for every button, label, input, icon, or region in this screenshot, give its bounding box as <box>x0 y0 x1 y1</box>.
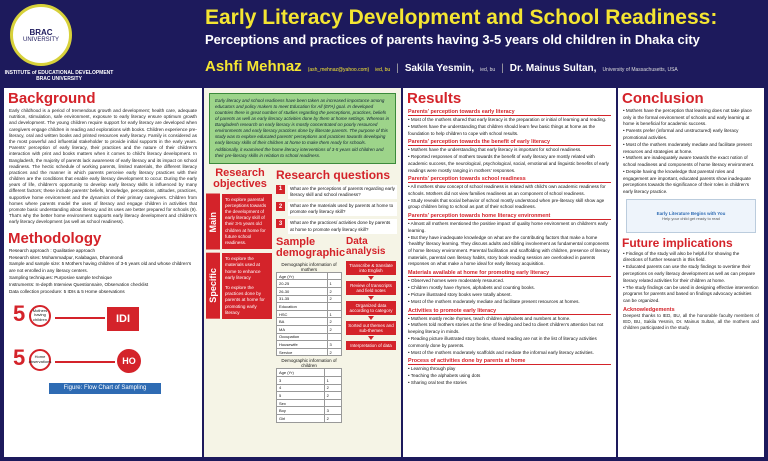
background-text: Early childhood is a period of tremendous growth and development; health care, adequate nutrition, stimulation, safe environment, exposure to early literacy ensure optimum growth and development. The young children require support for early literacy are developed when caregivers engage children in reading and explorations with books. Children experience pre-literacy, oral and written books and printed resources early literacy. Family is considered as the most powerful and influential stakeholder to provide initial supports in the early years. Parents’ perception of early literacy, their practices and the nature of their children’s interaction with print and books matters when it comes to child’s literacy development. In Bangladesh, the majority of parents lack awareness of early literacy and its impact on school readiness. The hectic schedule of working parents, limited materials, the different literacy practices and the manner in which parents perceive early literacy practices with their children are the conditions that enable early literacy development to occur. During the early years of life, children’s opportunity to develop early literacy skills is influenced by many different factors; these include parents’ beliefs, knowledge, perceptions, attitudes, practices, supportive home environment and the dynamics of their primary caregivers. Children from homes where parents model the uses of literacy and engage children in activities that promote basic understanding about literacy and its uses are better prepared for schools (9). That’s why the better home environment supports early literacy development and children’s early literacy development (as well as school readiness). <box>9 108 197 225</box>
table-cell: 4 <box>277 384 325 392</box>
results-body <box>403 109 616 387</box>
analysis-step: Transcribe & translate into English <box>346 261 396 275</box>
list-item: Instruments: In-depth Interview Questionnaire, Observation checklist <box>9 282 149 288</box>
list-item: • Mothers are inadequately aware towards the exact notion of school readiness and components of home literacy environment. <box>623 155 755 168</box>
results-list <box>408 147 611 174</box>
table-row <box>277 407 342 415</box>
results-subheading: Parents’ perception towards the benefit of early literacy <box>408 139 611 146</box>
table-cell: 2 <box>327 326 341 334</box>
list-item: • Picture illustrated story books were totally absent. <box>408 291 512 297</box>
demographic-analysis-row <box>276 237 397 423</box>
list-item: Sampling techniques: Purposive sample technique <box>9 275 112 281</box>
list-item: Research sites: Mohammadpur, Kalabagan, Dhanmondi <box>9 254 124 260</box>
table-row <box>277 369 342 377</box>
table-row <box>277 392 342 400</box>
list-item: • Teaching the alphabets using dots <box>408 373 481 379</box>
author-separator: | <box>501 63 504 74</box>
flow-arrow <box>55 317 105 319</box>
table-row <box>277 272 342 280</box>
table-row <box>277 341 342 349</box>
table-cell <box>327 303 341 311</box>
table-row <box>277 303 342 311</box>
children-table <box>276 368 342 422</box>
results-list <box>408 278 611 306</box>
list-item: • Findings of the study will also be helpful for showing the directions of further research in this field. <box>623 250 740 263</box>
author-3-affiliation: University of Massachusetts, USA <box>602 67 678 73</box>
poster-subtitle: Perceptions and practices of parents having 3-5 years old children in Dhaka city <box>205 32 700 47</box>
results-list <box>408 316 611 357</box>
question-text: What are the practices/ activities done by parents at home to promote early literacy skill? <box>288 219 397 233</box>
data-analysis <box>346 237 396 423</box>
question-text: What are the materials used by parents at home to promote early literacy skill? <box>288 202 397 216</box>
table-cell: Boy <box>277 407 325 415</box>
table-cell: 2 <box>327 348 341 356</box>
table-row <box>277 414 342 422</box>
results-list <box>408 221 611 268</box>
results-list <box>408 184 611 211</box>
right-panel <box>618 88 764 457</box>
table-cell: 2 <box>327 318 341 326</box>
objectives-heading: Research objectives <box>213 166 267 191</box>
table-cell: MA <box>277 326 328 334</box>
author-3: Dr. Mainus Sultan, <box>509 63 597 74</box>
table-cell: 2 <box>324 414 341 422</box>
specific-objectives <box>208 253 272 319</box>
list-item: Data collection procedure: 5 IDIs & 5 Home observations <box>9 288 125 294</box>
list-item: Sample and sample size: 5 Mothers having children of 3-5 years old and whose children’s are not enrolled in any literacy centers. <box>9 261 192 274</box>
future-heading: Future implications <box>622 235 733 250</box>
ack-heading: Acknowledgements <box>623 306 675 313</box>
list-item: • Despite having the knowledge that parental roles and engagement are important, educated parents show inadequate perceptions towards the significance of their roles in children’s early literacy practice. <box>623 169 751 195</box>
results-list <box>408 366 611 387</box>
table-row <box>277 376 342 384</box>
table-cell: Occupation <box>277 333 328 341</box>
question-number: 2 <box>276 202 285 211</box>
flow-number-top: 5 <box>13 300 26 326</box>
table-cell: Service <box>277 348 328 356</box>
list-item: • Educated parents can use the study findings to overtime their perceptions on early literacy development as well as can prepare literacy related activities for their children at home. <box>623 264 756 283</box>
table-cell: 2 <box>324 392 341 400</box>
flow-arrow <box>55 361 115 363</box>
table-cell: 2 <box>327 295 341 303</box>
table-cell <box>327 333 341 341</box>
list-item: • Mothers have the understanding that children should learn few basic things at home as the foundation to help children to cope with school results. <box>408 123 596 136</box>
question-item <box>276 202 397 216</box>
sampling-flow-chart <box>9 299 197 395</box>
results-subheading: Materials available at home for promoting early literacy <box>408 270 611 277</box>
table-cell: 26-30 <box>277 288 328 296</box>
questions-heading: Research questions <box>276 167 391 182</box>
list-item: To explore the practices done by parents at home for promoting early literacy <box>225 284 265 315</box>
mothers-table <box>276 272 342 357</box>
table-row <box>277 295 342 303</box>
table-cell: Age (Yr) <box>277 272 328 280</box>
table-cell: 2 <box>327 288 341 296</box>
table-cell: 3 <box>324 407 341 415</box>
table-cell: Sex <box>277 399 325 407</box>
table-cell: BA <box>277 318 328 326</box>
results-subheading: Activities to promote early literacy <box>408 308 611 315</box>
list-item: • The study findings can be used in designing effective intervention programs for parents and based on findings advocacy activities can be organized. <box>623 284 759 303</box>
table-row <box>277 399 342 407</box>
list-item: • Mothers have the perception that learning does not take place only in the formal environment of schools and early learning at home is beneficial for academic success. <box>623 108 752 127</box>
flow-idi-box: IDI <box>107 307 139 331</box>
demographic-heading: Sample demographic <box>276 235 346 260</box>
author-line <box>205 58 765 80</box>
author-separator: | <box>396 63 399 74</box>
sample-demographic <box>276 235 346 423</box>
table-row <box>277 384 342 392</box>
conclusion-heading: Conclusion <box>622 90 704 107</box>
institute-name: INSTITUTE of EDUCATIONAL DEVELOPMENT BRAC UNIVERSITY <box>4 70 114 82</box>
author-2: Sakila Yesmin, <box>404 63 475 74</box>
table-cell: 3 <box>277 376 325 384</box>
list-item: • Observed homes were moderately resourced. <box>408 278 505 283</box>
list-item: • Most of the mothers moderately scaffolds and mediate the informal early literacy activities. <box>408 349 594 355</box>
poster-title: Early Literacy Development and School Readiness: <box>205 6 718 29</box>
data-analysis-heading: Data analysis <box>346 235 386 258</box>
list-item: To explore the materials used at home to enhance early literacy <box>225 256 261 280</box>
results-heading: Results <box>407 90 462 107</box>
poster-header <box>0 0 768 88</box>
research-objectives <box>208 168 272 423</box>
list-item: • Study reveals that social behavior of school mostly understood when pre-literacy skill show age group children bring to school as part of their school readiness. <box>408 197 605 210</box>
results-subheading: Process of activities done by parents at home <box>408 358 611 365</box>
list-item: • Sharing oral text the stories <box>408 380 467 386</box>
question-item <box>276 219 397 233</box>
table-cell: Education <box>277 303 328 311</box>
table-row <box>277 280 342 288</box>
results-panel <box>403 88 616 457</box>
middle-panel <box>204 88 401 457</box>
table-cell: 1 <box>327 280 341 288</box>
booklet-image: Early Literature Begins with You Help your child get ready to read <box>626 199 756 233</box>
brac-university-logo: BRAC UNIVERSITY <box>10 4 72 66</box>
main-objective <box>208 194 272 250</box>
question-number: 3 <box>276 219 285 228</box>
table-row <box>277 326 342 334</box>
left-panel <box>4 88 202 457</box>
conclusion-list <box>623 108 759 196</box>
list-item: • Learning through play <box>408 366 456 372</box>
table-row <box>277 348 342 356</box>
table-cell <box>324 399 341 407</box>
table-cell: HSC <box>277 310 328 318</box>
table-cell: Girl <box>277 414 325 422</box>
table-cell: 1 <box>327 310 341 318</box>
author-1: Ashfi Mehnaz <box>205 58 302 75</box>
table-row <box>277 318 342 326</box>
table-cell <box>324 369 341 377</box>
objectives-questions-row <box>208 168 397 423</box>
results-list <box>408 117 611 137</box>
author-1-email: (ash_mehnaz@yahoo.com) <box>307 67 370 73</box>
specific-label: Specific <box>206 253 220 319</box>
table-cell: 5 <box>277 392 325 400</box>
results-subheading: Parents’ perception towards school readiness <box>408 176 611 183</box>
methodology-heading: Methodology <box>8 229 102 247</box>
table-cell: 1 <box>324 376 341 384</box>
list-item: Research approach : Qualitative approach <box>9 247 96 253</box>
figure-caption: Figure: Flow Chart of Sampling <box>49 383 161 394</box>
list-item: • Mothers mostly recite rhymes, teach children alphabets and numbers at home. <box>408 315 571 321</box>
flow-number-bottom: 5 <box>13 344 26 370</box>
list-item: • Most of the mothers moderately mediate and facilitate present resources and strategies at home. <box>623 141 752 154</box>
methodology-list <box>9 248 197 296</box>
list-item: • Reported responses of mothers towards the benefit of early literacy are mostly related with academic success, the neurological, psychological, social, emotional and linguistic benefits of early readings were mostly ranging in mothers’ responses. <box>408 154 609 173</box>
table-cell <box>327 272 341 280</box>
table-row <box>277 310 342 318</box>
table-cell: Housewife <box>277 341 328 349</box>
list-item: • Parents prefer (informal and unstructured) early literacy promotional activities. <box>623 128 739 140</box>
table-cell: 31-35 <box>277 295 328 303</box>
list-item: • All mothers show concept of school readiness is related with child’s own academic readiness for schools. Mothers did not view families readiness as an component of school readiness. <box>408 184 606 196</box>
table-cell: Age (Yr) <box>277 369 325 377</box>
mothers-table-caption: Demographic information of mothers <box>281 261 337 272</box>
analysis-step: Organized data according to category <box>346 301 396 315</box>
table-row <box>277 333 342 341</box>
flow-circle-mothers: Mothers having children <box>29 305 51 327</box>
main-label: Main <box>206 194 220 250</box>
flow-home-circle: HO <box>117 349 141 373</box>
table-cell: 2 <box>324 384 341 392</box>
table-row <box>277 288 342 296</box>
children-table-caption: Demographic information of children <box>281 358 337 369</box>
list-item: • Mothers have the understanding that early literacy is important for school readiness. <box>408 147 582 153</box>
table-cell: 20-25 <box>277 280 328 288</box>
author-2-affiliation: ied, bu <box>480 67 496 73</box>
results-subheading: Parents’ perception towards home literacy environment <box>408 213 611 220</box>
research-questions <box>276 168 397 423</box>
list-item: • Most of the mothers shared that early literacy is the preparation or initial of learning and reading. <box>408 117 607 122</box>
future-list <box>623 251 759 305</box>
list-item: • Reading picture illustrated story books, shared reading are not in the list of literacy activities commonly done by parents. <box>408 336 597 348</box>
analysis-step: Sorted out themes and sub-themes <box>346 321 396 335</box>
question-item <box>276 185 397 199</box>
question-number: 1 <box>276 185 285 194</box>
results-subheading: Parents’ perception towards early literacy <box>408 109 611 116</box>
analysis-step: Review of transcripts and field notes <box>346 281 396 295</box>
data-analysis-steps <box>346 261 396 350</box>
list-item: • Almost all mothers mentioned the positive impact of quality home environment on children’s early learning. <box>408 221 608 233</box>
background-heading: Background <box>8 90 96 107</box>
list-item: • Children mostly have rhymes, alphabets and counting books. <box>408 284 535 290</box>
flow-circle-home: Home observations <box>29 349 51 371</box>
analysis-step: Interpretation of data <box>346 341 396 350</box>
abstract-box: Early literacy and school readiness have been taken as increased importance among educators and policy makers to meet Education for All (EFA) goal. In developed countries there is great number of studies regarding the perceptions, practices, beliefs of parents as well as early literacy activities done by them at home settings. Whereas in Bangladesh research on early literacy is mostly concentrated on poorly resourced environments and early literacy practices done by illiterate parents. The purpose of this study was to explore educated parents’ perceptions and practices towards developing early literacy skills of their children at home to make them ready for schools. Additionally, it examined the home literacy interventions of 3-5 years old children and their pre-literacy skills in relation to school readiness. <box>209 93 396 164</box>
main-objective-text: To explore parental perceptions towards the development of early literacy skill of their 3-5 years old children at home for future school readiness. <box>222 194 272 250</box>
table-cell: 3 <box>327 341 341 349</box>
question-text: What are the perceptions of parents regarding early literacy skill and school readiness? <box>288 185 397 199</box>
author-1-affiliation: ied, bu <box>375 67 391 73</box>
list-item: • Most of the mothers moderately mediate and facilitate present resources at homes. <box>408 298 580 304</box>
list-item: • Mothers told mothers stories at the time of feeding and bed to divert children’s attention but not keeping literacy in minds. <box>408 322 604 335</box>
ack-text: Deepest thanks to IED, BU, all the honorable faculty members of IED, BU, Sakila Yesmin, Dr. Mainus Sultan, all the mothers and children participated in the study. <box>623 312 759 330</box>
list-item: • But they have inadequate knowledge on what are the contributing factors that make a home ‘healthy’ literacy learning. They discuss adults and sibling involvement as fundamental components of home literacy environment. Parental facilitation and scaffolding with children, presence of literacy materials, parental own literacy habits, story book reading session are overlooked in parents responses on what make a home ideal for early literacy acquisition. <box>408 234 610 267</box>
